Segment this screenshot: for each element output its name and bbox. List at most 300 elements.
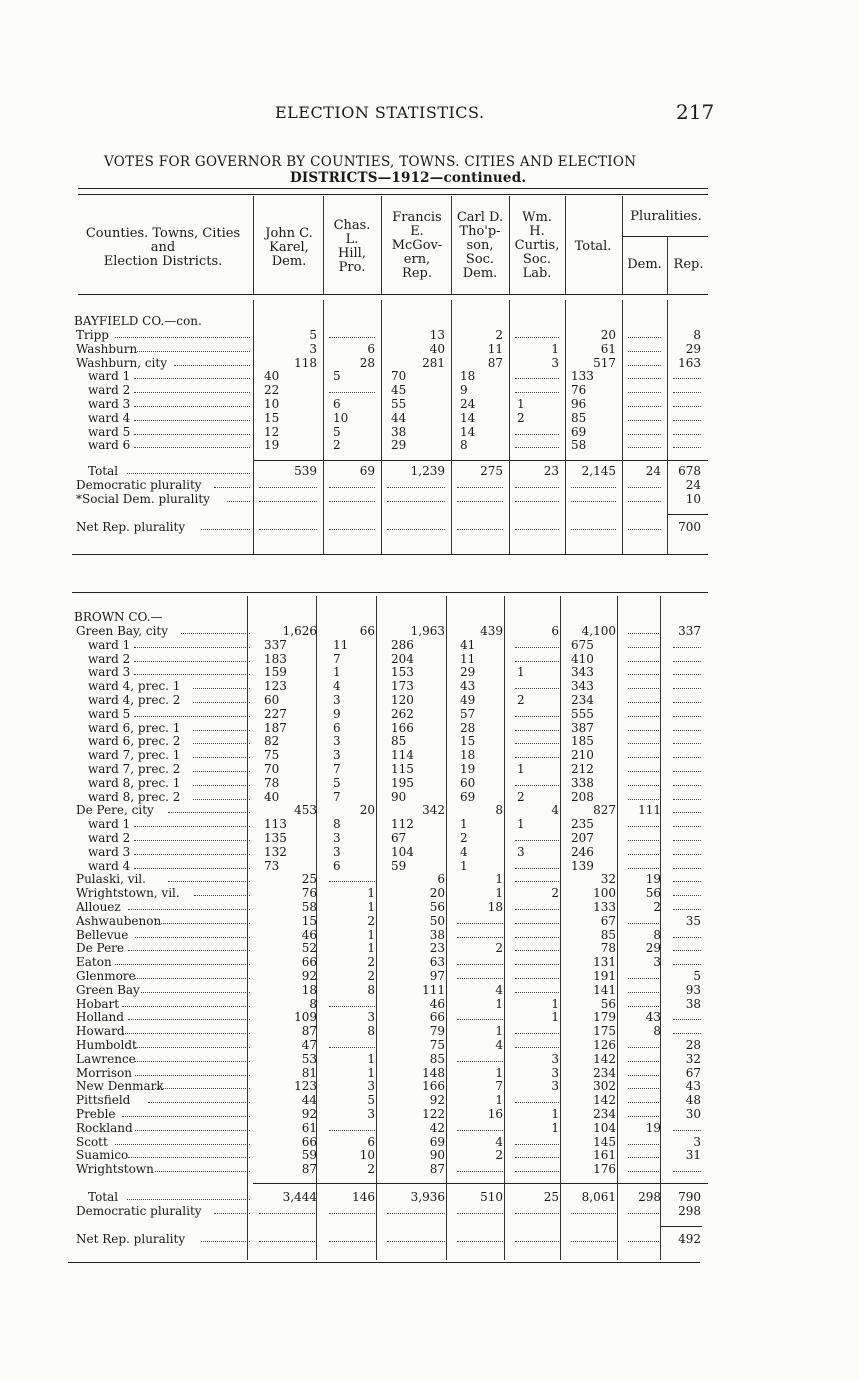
cell-karel: 78 (264, 775, 280, 790)
table-row (72, 492, 712, 506)
leader-dots (193, 799, 250, 800)
cell-hill: 8 (367, 982, 375, 997)
leader-dots (193, 730, 250, 731)
cell-thompson: 8 (460, 438, 468, 453)
table-row (72, 1038, 712, 1052)
empty-cell-dots (628, 826, 661, 827)
empty-cell-dots (515, 447, 559, 448)
cell-rep: 67 (685, 1065, 701, 1080)
leader-dots (134, 434, 250, 435)
district-name: Wrightstown (76, 1162, 154, 1177)
cell-mcgovern: 20 (429, 886, 445, 901)
cell-curtis: 1 (517, 817, 525, 832)
cell-mcgovern: 112 (391, 817, 414, 832)
empty-cell-dots (628, 1157, 661, 1158)
empty-cell-dots (628, 1088, 661, 1089)
cell-thompson: 4 (495, 1038, 503, 1052)
table-row (72, 803, 712, 817)
district-name: ward 3 (88, 665, 131, 680)
empty-cell-dots (515, 1157, 559, 1158)
cell-curtis: 3 (551, 1051, 559, 1066)
cell-karel: 337 (264, 637, 287, 652)
empty-cell-dots (628, 743, 661, 744)
cell-mcgovern: 70 (391, 369, 407, 384)
empty-cell-dots (673, 937, 701, 938)
header-curtis-line: Soc. (522, 252, 552, 267)
empty-cell-dots (628, 1102, 661, 1103)
cell-curtis: 2 (517, 410, 525, 425)
leader-dots (135, 1061, 250, 1062)
leader-dots (128, 950, 250, 951)
cell-karel: 12 (264, 424, 280, 439)
cell-thompson: 1 (495, 1065, 503, 1080)
cell-karel: 539 (294, 464, 317, 478)
district-name: Rockland (76, 1120, 133, 1135)
cell-thompson: 41 (460, 637, 476, 652)
district-name: Green Bay (76, 982, 140, 997)
cell-curtis: 6 (551, 624, 559, 638)
cell-rep: 30 (685, 1107, 701, 1121)
table-row (72, 1121, 712, 1135)
empty-cell-dots (628, 992, 661, 993)
header-hill-line: Hill, (338, 246, 366, 261)
cell-karel: 113 (264, 817, 287, 832)
cell-karel: 5 (309, 328, 317, 342)
cell-mcgovern: 90 (429, 1148, 445, 1163)
district-name: ward 8, prec. 2 (88, 789, 181, 804)
cell-mcgovern: 1,239 (410, 464, 445, 478)
leader-dots (227, 501, 250, 502)
empty-cell-dots (571, 1241, 616, 1242)
empty-cell-dots (457, 501, 503, 502)
empty-cell-dots (329, 501, 375, 502)
empty-cell-dots (457, 937, 503, 938)
cell-dem: 2 (653, 900, 661, 914)
table-row (72, 425, 712, 439)
cell-dem: 3 (653, 955, 661, 970)
cell-mcgovern: 111 (422, 982, 445, 997)
district-name: Washburn, city (76, 355, 167, 370)
district-name: Bellevue (76, 927, 129, 942)
empty-cell-dots (515, 923, 559, 924)
empty-cell-dots (673, 406, 701, 407)
district-name: Net Rep. plurality (76, 1232, 186, 1246)
header-curtis-line: Lab. (522, 266, 552, 281)
empty-cell-dots (329, 392, 375, 393)
cell-total: 78 (600, 941, 616, 956)
cell-rep: 29 (685, 341, 701, 356)
leader-dots (155, 1171, 250, 1172)
empty-cell-dots (259, 1241, 317, 1242)
empty-cell-dots (628, 434, 661, 435)
district-name: Howard (76, 1024, 125, 1039)
cell-thompson: 8 (495, 803, 503, 818)
cell-mcgovern: 114 (391, 748, 414, 763)
empty-cell-dots (571, 487, 616, 488)
empty-cell-dots (673, 799, 701, 800)
table-row (72, 478, 712, 492)
cell-karel: 132 (264, 844, 287, 859)
brown-column-rule (376, 596, 377, 1260)
empty-cell-dots (673, 434, 701, 435)
cell-mcgovern: 148 (422, 1065, 445, 1080)
district-name: ward 6, prec. 2 (88, 734, 181, 749)
leader-dots (135, 1075, 250, 1076)
cell-total: 104 (593, 1120, 616, 1135)
leader-dots (134, 406, 250, 407)
cell-hill: 146 (352, 1190, 375, 1204)
leader-dots (174, 365, 250, 366)
header-pluralities: Pluralities. (630, 209, 702, 224)
header-mcgovern-line: E. (410, 224, 424, 239)
cell-dem: 8 (653, 927, 661, 942)
header-rule-top (78, 188, 708, 189)
district-name: ward 7, prec. 1 (88, 748, 181, 763)
table-row (72, 624, 712, 638)
cell-rep: 48 (685, 1093, 701, 1108)
cell-mcgovern: 85 (391, 734, 407, 749)
cell-karel: 66 (301, 955, 317, 970)
header-counties (73, 227, 253, 269)
district-name: Preble (76, 1107, 116, 1121)
empty-cell-dots (457, 487, 503, 488)
cell-hill: 3 (333, 844, 341, 859)
cell-thompson: 18 (460, 748, 476, 763)
empty-cell-dots (515, 1241, 559, 1242)
cell-total: 234 (571, 693, 594, 707)
leader-dots (194, 895, 250, 896)
district-name: ward 4, prec. 2 (88, 693, 181, 707)
empty-cell-dots (515, 730, 559, 731)
header-counties-line: and (150, 240, 176, 255)
cell-thompson: 28 (460, 720, 476, 735)
empty-cell-dots (515, 1171, 559, 1172)
header-karel-line: John C. (265, 226, 313, 241)
leader-dots (193, 688, 250, 689)
cell-karel: 59 (301, 1148, 317, 1163)
empty-cell-dots (628, 757, 661, 758)
cell-mcgovern: 67 (391, 831, 407, 845)
empty-cell-dots (673, 826, 701, 827)
leader-dots (148, 1102, 250, 1103)
leader-dots (127, 1199, 250, 1200)
empty-cell-dots (628, 688, 661, 689)
cell-total: 32 (600, 872, 616, 887)
empty-cell-dots (259, 501, 317, 502)
empty-cell-dots (259, 529, 317, 530)
cell-dem: 19 (645, 1120, 661, 1135)
cell-mcgovern: 38 (391, 424, 407, 439)
cell-thompson: 11 (487, 341, 503, 356)
cell-mcgovern: 195 (391, 775, 414, 790)
cell-curtis: 2 (517, 789, 525, 804)
cell-thompson: 4 (460, 844, 468, 859)
cell-total: 69 (571, 424, 587, 439)
brown-total-rule (253, 1183, 708, 1184)
cell-hill: 2 (367, 913, 375, 928)
cell-total: 126 (593, 1038, 616, 1052)
cell-rep: 3 (693, 1134, 701, 1149)
empty-cell-dots (628, 501, 661, 502)
header-curtis-line: H. (529, 224, 545, 239)
empty-cell-dots (515, 1047, 559, 1048)
cell-mcgovern: 115 (391, 762, 414, 776)
running-head: ELECTION STATISTICS. (275, 103, 485, 122)
cell-total: 343 (571, 665, 594, 680)
header-hill-line: Chas. (333, 218, 371, 233)
leader-dots (134, 674, 250, 675)
empty-cell-dots (673, 420, 701, 421)
cell-total: 175 (593, 1024, 616, 1039)
cell-mcgovern: 50 (429, 913, 445, 928)
empty-cell-dots (673, 812, 701, 813)
empty-cell-dots (457, 1019, 503, 1020)
cell-total: 176 (593, 1162, 616, 1177)
cell-total: 302 (593, 1079, 616, 1094)
cell-karel: 19 (264, 438, 280, 453)
district-name: ward 1 (88, 817, 131, 832)
leader-dots (201, 1241, 250, 1242)
table-row (72, 397, 712, 411)
district-name: Wrightstown, vil. (76, 886, 180, 901)
cell-karel: 22 (264, 383, 280, 398)
cell-hill: 3 (333, 734, 341, 749)
cell-karel: 87 (301, 1024, 317, 1039)
table-row (72, 369, 712, 383)
cell-karel: 159 (264, 665, 287, 680)
empty-cell-dots (673, 771, 701, 772)
cell-karel: 40 (264, 369, 280, 384)
cell-total: 61 (600, 341, 616, 356)
cell-rep: 8 (693, 328, 701, 342)
cell-thompson: 275 (480, 464, 503, 478)
cell-rep: 337 (678, 624, 701, 638)
header-mcgovern-line: McGov- (391, 238, 443, 253)
district-name: ward 4, prec. 1 (88, 679, 181, 694)
cell-total: 56 (600, 996, 616, 1011)
cell-curtis: 3 (551, 355, 559, 370)
table-row (72, 969, 712, 983)
cell-mcgovern: 45 (391, 383, 407, 398)
table-row (72, 638, 712, 652)
brown-end-rule (68, 1262, 700, 1263)
cell-total: 191 (593, 969, 616, 983)
cell-rep: 31 (685, 1148, 701, 1163)
cell-hill: 6 (333, 397, 341, 411)
header-column-rule (509, 196, 510, 294)
empty-cell-dots (515, 757, 559, 758)
cell-thompson: 11 (460, 651, 476, 666)
cell-total: 2,145 (581, 464, 616, 478)
empty-cell-dots (628, 633, 661, 634)
table-row (72, 1204, 712, 1218)
cell-mcgovern: 6 (437, 872, 445, 887)
empty-cell-dots (673, 674, 701, 675)
header-mcgovern (382, 211, 452, 281)
empty-cell-dots (673, 688, 701, 689)
cell-karel: 135 (264, 831, 287, 845)
empty-cell-dots (673, 909, 701, 910)
cell-thompson: 1 (495, 1093, 503, 1108)
cell-total: 827 (593, 803, 616, 818)
header-column-rule (451, 196, 452, 294)
cell-hill: 10 (333, 410, 349, 425)
cell-total: 142 (593, 1051, 616, 1066)
cell-karel: 76 (301, 886, 317, 901)
header-rule-top-2 (78, 194, 708, 195)
header-thompson-line: Tho'p- (459, 224, 501, 239)
table-row (72, 693, 712, 707)
cell-hill: 6 (333, 858, 341, 873)
cell-dem: 43 (645, 1010, 661, 1025)
leader-dots (135, 1130, 250, 1131)
cell-mcgovern: 29 (391, 438, 407, 453)
cell-total: 58 (571, 438, 587, 453)
district-name: Eaton (76, 955, 112, 970)
header-counties-line: Counties. Towns, Cities (85, 226, 241, 241)
table-title-line1: VOTES FOR GOVERNOR BY COUNTIES, TOWNS. CITIES AND ELECTION (104, 154, 637, 170)
district-name: De Pere (76, 941, 125, 956)
cell-mcgovern: 120 (391, 693, 414, 707)
empty-cell-dots (329, 881, 375, 882)
cell-mcgovern: 122 (422, 1107, 445, 1121)
cell-thompson: 4 (495, 982, 503, 997)
cell-karel: 92 (301, 1107, 317, 1121)
leader-dots (134, 826, 250, 827)
header-karel (254, 227, 324, 269)
district-name: ward 5 (88, 424, 131, 439)
table-row (72, 464, 712, 478)
cell-mcgovern: 97 (429, 969, 445, 983)
cell-karel: 82 (264, 734, 280, 749)
cell-thompson: 24 (460, 397, 476, 411)
cell-total: 212 (571, 762, 594, 776)
cell-karel: 227 (264, 706, 287, 721)
empty-cell-dots (387, 1213, 445, 1214)
cell-hill: 3 (367, 1079, 375, 1094)
cell-mcgovern: 87 (429, 1162, 445, 1177)
leader-dots (141, 992, 250, 993)
bayfield-heading: BAYFIELD CO.—con. (74, 314, 202, 328)
cell-mcgovern: 79 (429, 1024, 445, 1039)
district-name: ward 3 (88, 397, 131, 411)
cell-total: 338 (571, 775, 594, 790)
empty-cell-dots (673, 716, 701, 717)
cell-karel: 109 (294, 1010, 317, 1025)
cell-curtis: 4 (551, 803, 559, 818)
cell-mcgovern: 342 (422, 803, 445, 818)
empty-cell-dots (457, 1213, 503, 1214)
leader-dots (214, 487, 250, 488)
table-title-line2: DISTRICTS—1912—continued. (290, 170, 527, 186)
empty-cell-dots (673, 1130, 701, 1131)
header-mcgovern-line: Rep. (402, 266, 432, 281)
cell-karel: 453 (294, 803, 317, 818)
cell-hill: 1 (333, 665, 341, 680)
cell-mcgovern: 46 (429, 996, 445, 1011)
table-row (72, 438, 712, 452)
empty-cell-dots (515, 937, 559, 938)
cell-thompson: 510 (480, 1190, 503, 1204)
cell-dem: 56 (645, 886, 661, 901)
cell-dem: 29 (645, 941, 661, 956)
cell-thompson: 87 (487, 355, 503, 370)
table-row (72, 1148, 712, 1162)
cell-thompson: 1 (460, 858, 468, 873)
header-hill (323, 219, 381, 275)
empty-cell-dots (628, 647, 661, 648)
empty-cell-dots (515, 785, 559, 786)
cell-rep: 38 (685, 996, 701, 1011)
table-row (72, 1066, 712, 1080)
cell-thompson: 2 (495, 328, 503, 342)
cell-hill: 1 (367, 1051, 375, 1066)
brown-column-rule (247, 596, 248, 1260)
empty-cell-dots (673, 1033, 701, 1034)
cell-mcgovern: 59 (391, 858, 407, 873)
empty-cell-dots (515, 501, 559, 502)
district-name: ward 2 (88, 831, 131, 845)
empty-cell-dots (329, 337, 375, 338)
header-counties-line: Election Districts. (103, 254, 223, 269)
cell-curtis: 1 (517, 397, 525, 411)
empty-cell-dots (515, 1033, 559, 1034)
table-row (72, 928, 712, 942)
district-name: ward 6 (88, 438, 131, 453)
header-column-rule (381, 196, 382, 294)
cell-total: 133 (571, 369, 594, 384)
cell-dem: 24 (645, 464, 661, 478)
empty-cell-dots (628, 702, 661, 703)
empty-cell-dots (515, 1144, 559, 1145)
cell-curtis: 1 (551, 996, 559, 1011)
leader-dots (128, 1157, 250, 1158)
leader-dots (214, 1213, 250, 1214)
cell-karel: 66 (301, 1134, 317, 1149)
cell-rep: 35 (685, 913, 701, 928)
header-hill-line: Pro. (338, 260, 366, 275)
empty-cell-dots (628, 840, 661, 841)
cell-mcgovern: 85 (429, 1051, 445, 1066)
empty-cell-dots (515, 743, 559, 744)
empty-cell-dots (628, 406, 661, 407)
leader-dots (115, 1144, 250, 1145)
district-name: ward 2 (88, 383, 131, 398)
empty-cell-dots (515, 978, 559, 979)
cell-karel: 52 (301, 941, 317, 956)
district-name: Allouez (76, 900, 121, 914)
cell-total: 100 (593, 886, 616, 901)
table-row (72, 721, 712, 735)
cell-rep: 43 (685, 1079, 701, 1094)
cell-rep: 24 (685, 478, 701, 492)
empty-cell-dots (628, 1144, 661, 1145)
cell-karel: 15 (264, 410, 280, 425)
cell-mcgovern: 38 (429, 927, 445, 942)
cell-curtis: 3 (517, 844, 525, 859)
empty-cell-dots (628, 529, 661, 530)
cell-karel: 118 (294, 355, 317, 370)
cell-karel: 123 (264, 679, 287, 694)
cell-rep: 700 (678, 520, 701, 534)
empty-cell-dots (628, 1006, 661, 1007)
cell-rep: 93 (685, 982, 701, 997)
cell-thompson: 1 (495, 996, 503, 1011)
cell-dem: 8 (653, 1024, 661, 1039)
brown-top-rule (72, 592, 708, 593)
cell-curtis: 1 (517, 762, 525, 776)
cell-curtis: 1 (551, 1107, 559, 1121)
